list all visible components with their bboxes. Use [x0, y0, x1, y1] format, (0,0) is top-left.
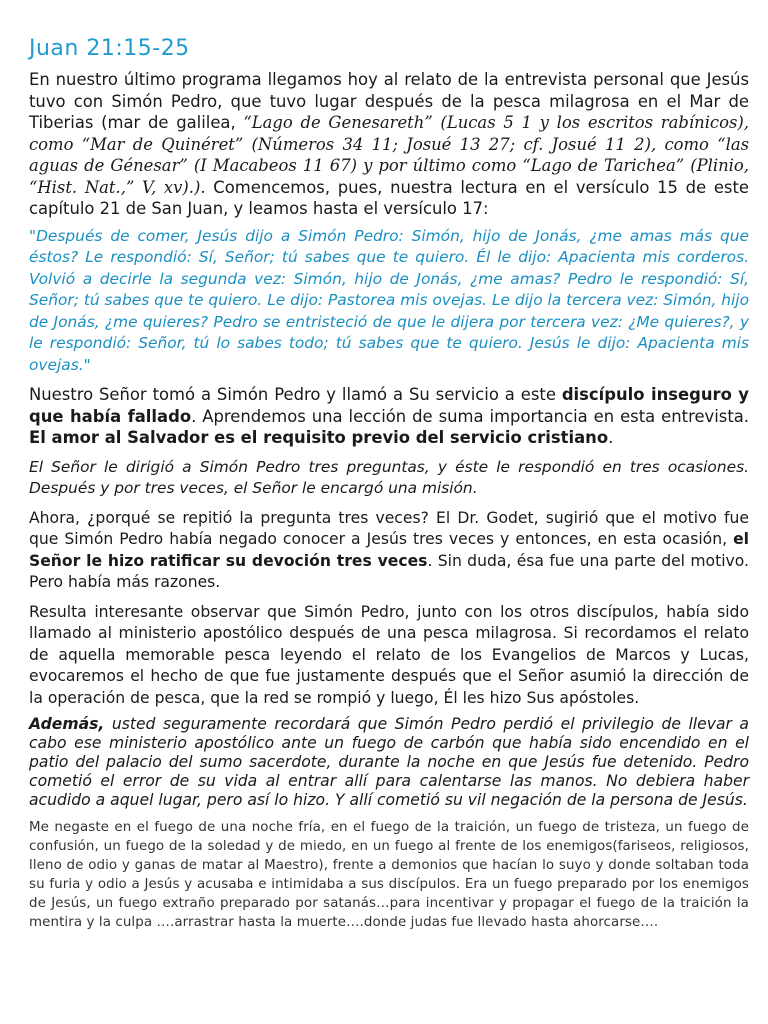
- paragraph-disciple-text-3: .: [608, 428, 614, 447]
- paragraph-disciple-text: Nuestro Señor tomó a Simón Pedro y llamó a Su servicio a este: [29, 385, 562, 404]
- paragraph-godet-text-2: . Sin duda, ésa fue una parte del motivo. Pero había más razones.: [29, 551, 749, 591]
- paragraph-godet-text: Ahora, ¿porqué se repitió la pregunta tres veces? El Dr. Godet, sugirió que el motivo fue que Simón Pedro había negado conocer a Jesús tres veces y entonces, en esta ocasión,: [29, 508, 749, 548]
- document-page: [29, 36, 749, 932]
- paragraph-denial-bold: Además,: [29, 715, 105, 733]
- paragraph-disciple-bold-2: El amor al Salvador es el requisito previo del servicio cristiano: [29, 428, 609, 447]
- paragraph-godet: [29, 508, 749, 594]
- paragraph-disciple-text-2: . Aprendemos una lección de suma importancia en esta entrevista.: [191, 406, 750, 426]
- paragraph-three-questions: El Señor le dirigió a Simón Pedro tres preguntas, y éste le respondió en tres ocasiones. Después y por tres veces, el Señor le encargó una misión.: [29, 457, 749, 497]
- intro-text-end: Comencemos, pues, nuestra lectura en el versículo 15 de este capítulo 21 de San Juan, y leamos hasta el versículo 17:: [29, 177, 749, 218]
- scripture-quote: "Después de comer, Jesús dijo a Simón Pedro: Simón, hijo de Jonás, ¿me amas más que éstos? Le respondió: Sí, Señor; tú sabes que te quiero. Él le dijo: Apacienta mis corderos. Volvió a decirle la segunda vez: Simón, hijo de Jonás, ¿me amas? Pedro le respondió: Sí, Señor; tú sabes que te quiero. Le dijo: Pastorea mis ovejas. Le dijo la tercera vez: Simón, hijo de Jonás, ¿me quieres? Pedro se entristeció de que le dijera por tercera vez: ¿Me quieres?, y le respondió: Señor, tú lo sabes todo; tú sabes que te quiero. Jesús le dijo: Apacienta mis ovejas.": [29, 226, 749, 374]
- paragraph-godet-bold: el Señor le hizo ratificar su devoción tres veces: [29, 530, 749, 570]
- paragraph-fire: Me negaste en el fuego de una noche fría, en el fuego de la traición, un fuego de tristeza, un fuego de confusión, un fuego de la soledad y de miedo, en un fuego al frente de los enemigos(fariseos, religiosos, lleno de odio y ganas de matar al Maestro), frente a demonios que hacían lo suyo y donde soltaban toda su furia y odio a Jesús y acusaba e intimidaba a sus discípulos. Era un fuego preparado por los enemigos de Jesús, un fuego extraño preparado por satanás…para incentivar y propagar el fuego de la traición la mentira y la culpa ….arrastrar hasta la muerte….donde judas fue llevado hasta ahorcarse….: [29, 820, 749, 930]
- paragraph-disciple-bold: discípulo inseguro y que había fallado: [29, 385, 749, 426]
- paragraph-denial-text: usted seguramente recordará que Simón Pedro perdió el privilegio de llevar a cabo ese ministerio apostólico ante un fuego de carbón que había sido encendido en el patio del palacio del sumo sacerdote, durante la noche en que Jesús fue detenido. Pedro cometió el error de su vida al entrar allí para calentarse las manos. No debiera haber acudido a aquel lugar, pero así lo hizo. Y allí cometió su vil negación de la persona de Jesús.: [29, 715, 749, 809]
- paragraph-fishing: Resulta interesante observar que Simón Pedro, junto con los otros discípulos, había sido llamado al ministerio apostólico después de una pesca milagrosa. Si recordamos el relato de aquella memorable pesca leyendo el relato de los Evangelios de Marcos y Lucas, evocaremos el hecho de que fue justamente después que el Señor asumió la dirección de la operación de pesca, que la red se rompió y luego, Él les hizo Sus apóstoles.: [29, 602, 749, 707]
- page-title: Juan 21:15-25: [29, 36, 190, 61]
- paragraph-disciple: [29, 384, 749, 449]
- paragraph-denial: [29, 715, 749, 810]
- intro-paragraph: [29, 69, 749, 220]
- intro-text: En nuestro último programa llegamos hoy al relato de la entrevista personal que Jesús tuvo con Simón Pedro, que tuvo lugar después de la pesca milagrosa en el Mar de Tiberias (mar de galilea,: [29, 70, 749, 132]
- intro-lake-names: “Lago de Genesareth” (Lucas 5 1 y los escritos rabínicos), como “Mar de Quinéret” (Números 34 11; Josué 13 27; cf. Josué 11 2), como “las aguas de Génesar” (I Macabeos 11 67) y por último como “Lago de Tarichea” (Plinio, “Hist. Nat.,” V, xv).).: [29, 113, 749, 197]
